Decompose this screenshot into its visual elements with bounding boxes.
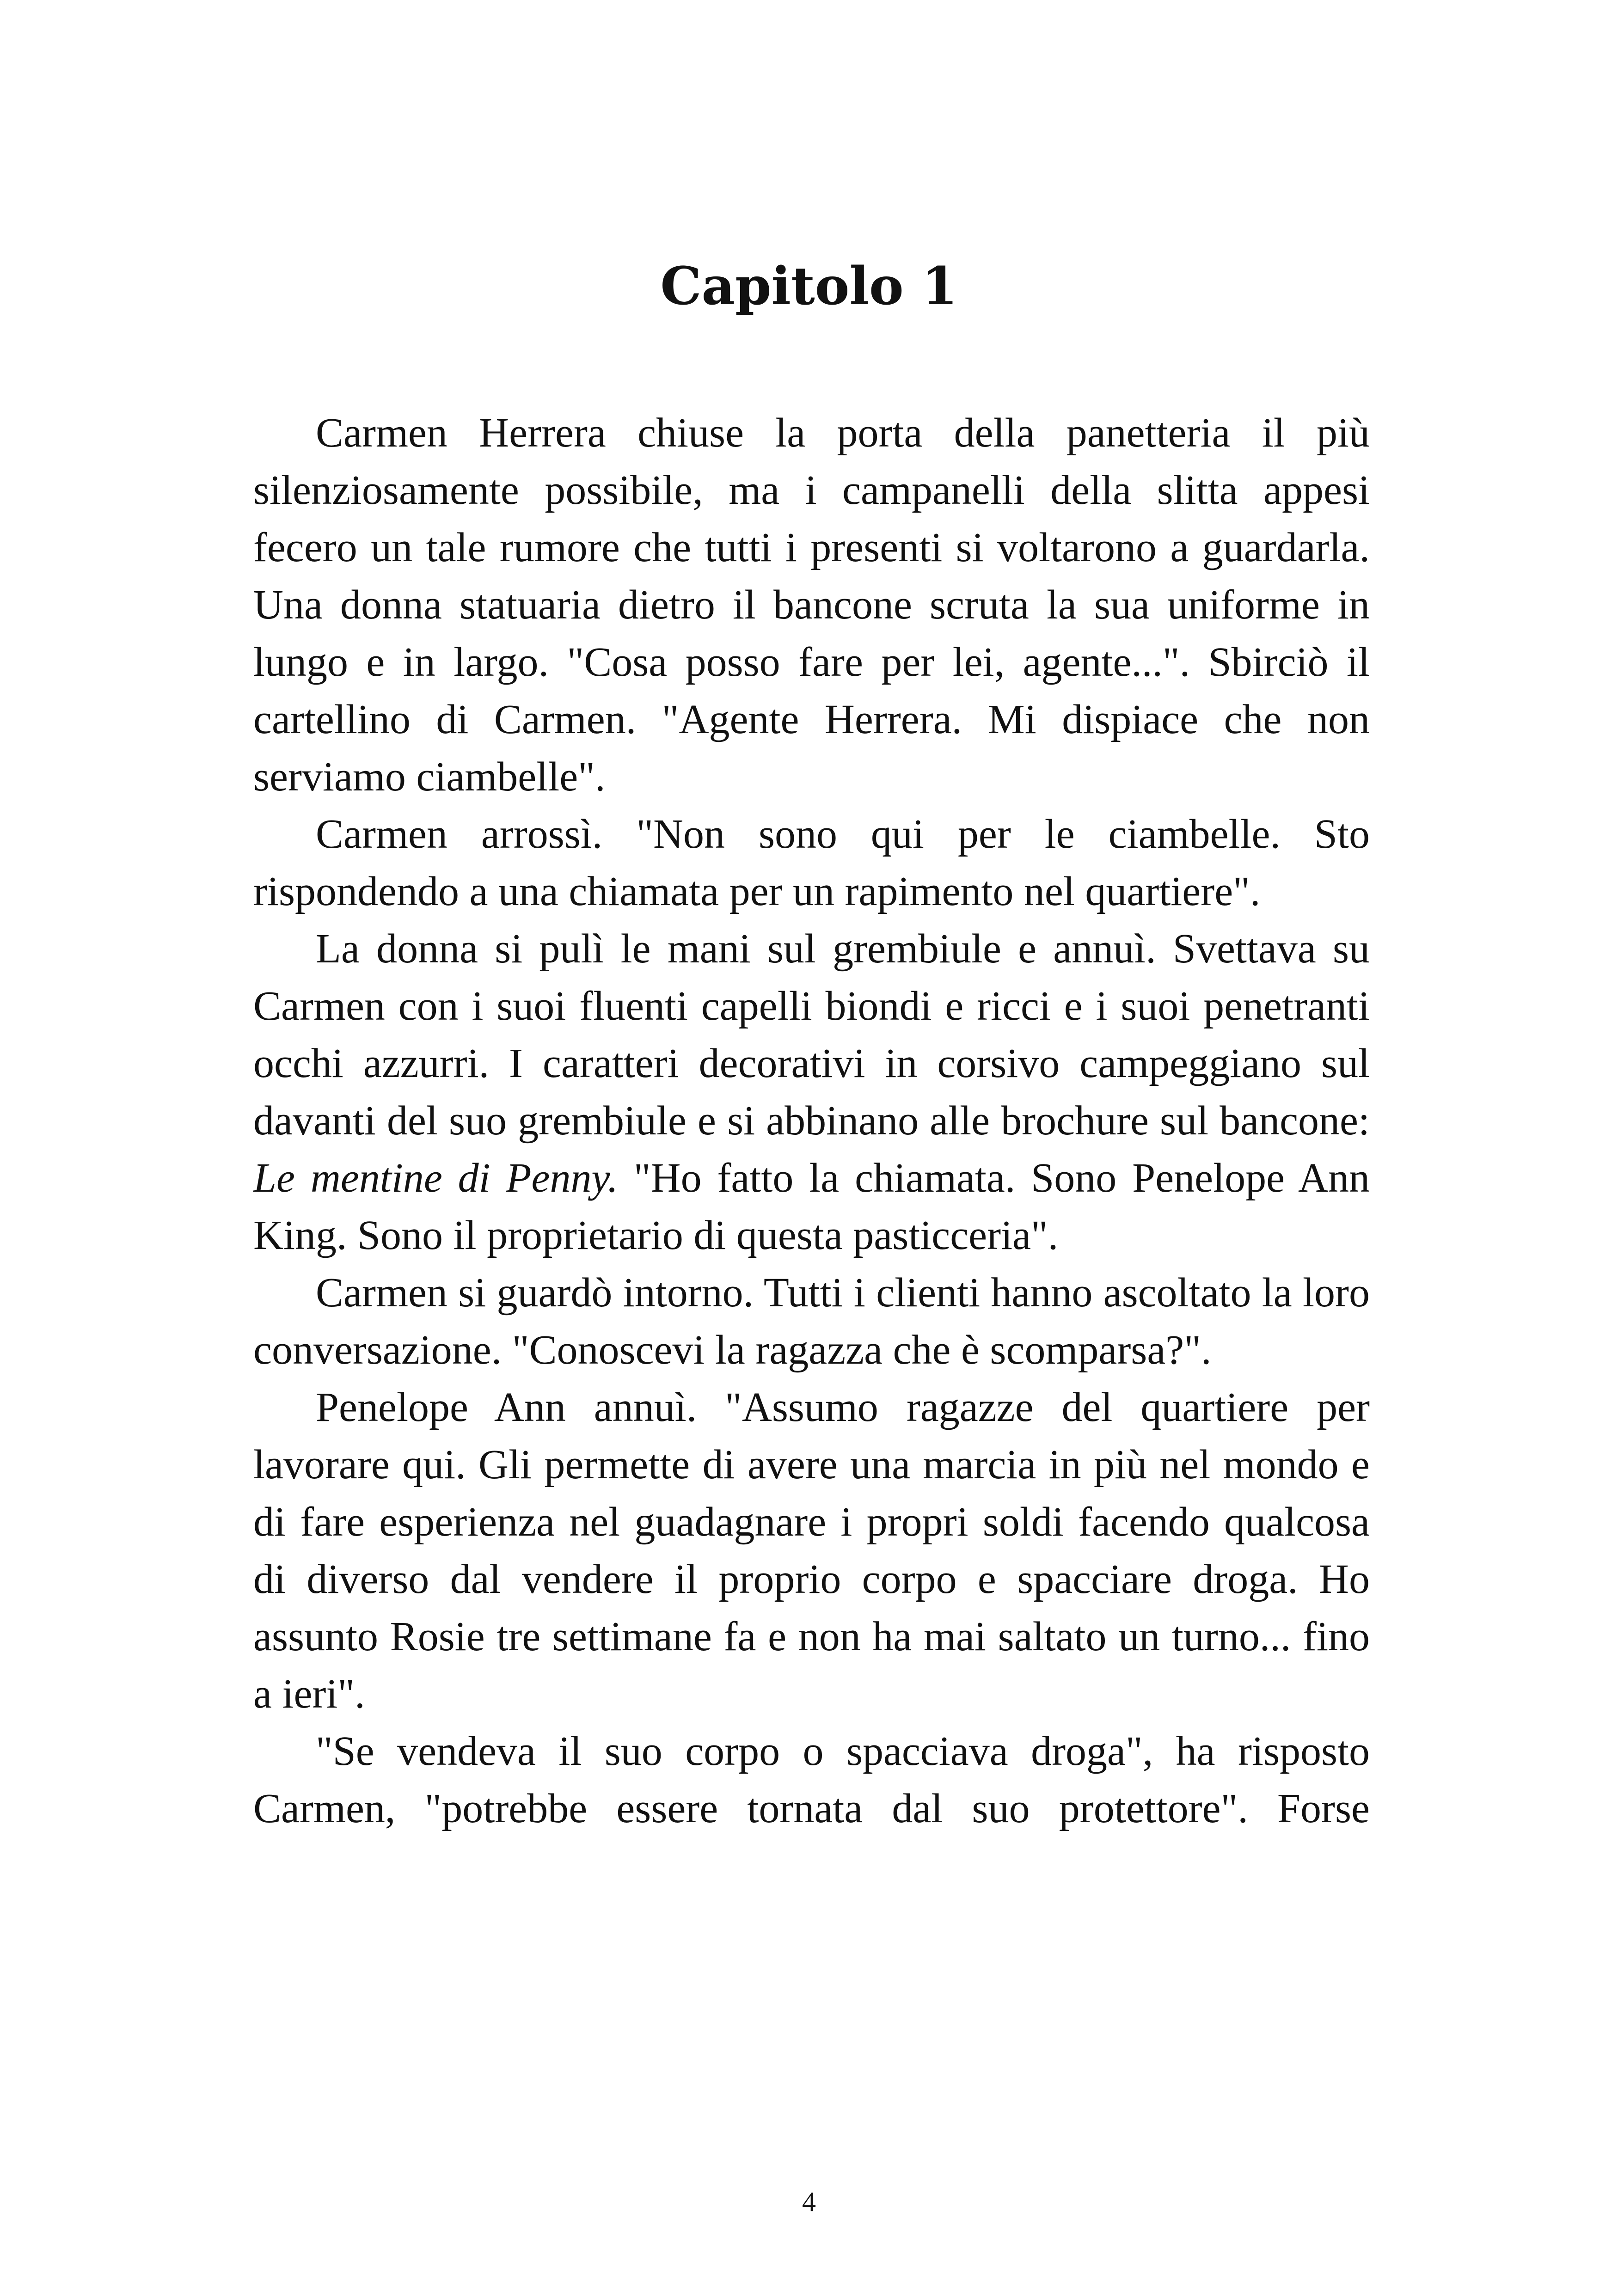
page-number: 4 [802, 2186, 816, 2217]
paragraph-1: Carmen Herrera chiuse la porta della panetteria il più silenziosamente possibile, ma i campanelli della slitta appesi fecero un tale rumore che tutti i presenti si voltarono a guardarla. Una donna statuaria dietro il bancone scruta la sua uniforme in lungo e in largo. "Cosa posso fare per lei, agente...". Sbirciò il cartellino di Carmen. "Agente Herrera. Mi dispiace che non serviamo ciambelle". [253, 410, 1370, 800]
paragraph-4: Carmen si guardò intorno. Tutti i clienti hanno ascoltato la loro conversazione. "Conoscevi la ragazza che è scomparsa?". [253, 1270, 1370, 1373]
paragraph-6: "Se vendeva il suo corpo o spacciava droga", ha risposto Carmen, "potrebbe essere tornata dal suo protettore". Forse [253, 1728, 1370, 1831]
paragraph-3 [253, 920, 1370, 1264]
paragraph-2: Carmen arrossì. "Non sono qui per le ciambelle. Sto rispondendo a una chiamata per un rapimento nel quartiere". [253, 811, 1370, 914]
brochure-title: Le mentine di Penny. [253, 1155, 618, 1201]
chapter-title: Capitolo 1 [660, 256, 958, 317]
paragraph-5: Penelope Ann annuì. "Assumo ragazze del quartiere per lavorare qui. Gli permette di avere una marcia in più nel mondo e di fare esperienza nel guadagnare i propri soldi facendo qualcosa di diverso dal vendere il proprio corpo e spacciare droga. Ho assunto Rosie tre settimane fa e non ha mai saltato un turno... fino a ieri". [253, 1384, 1370, 1717]
paragraph-3-after: "Ho fatto la chiamata. Sono Penelope Ann King. Sono il proprietario di questa pasticceria". [253, 1155, 1370, 1258]
chapter-body [253, 404, 1370, 1837]
paragraph-3-before: La donna si pulì le mani sul grembiule e annuì. Svettava su Carmen con i suoi fluenti capelli biondi e ricci e i suoi penetranti occhi azzurri. I caratteri decorativi in corsivo campeggiano sul davanti del suo grembiule e si abbinano alle brochure sul bancone: [253, 926, 1370, 1144]
